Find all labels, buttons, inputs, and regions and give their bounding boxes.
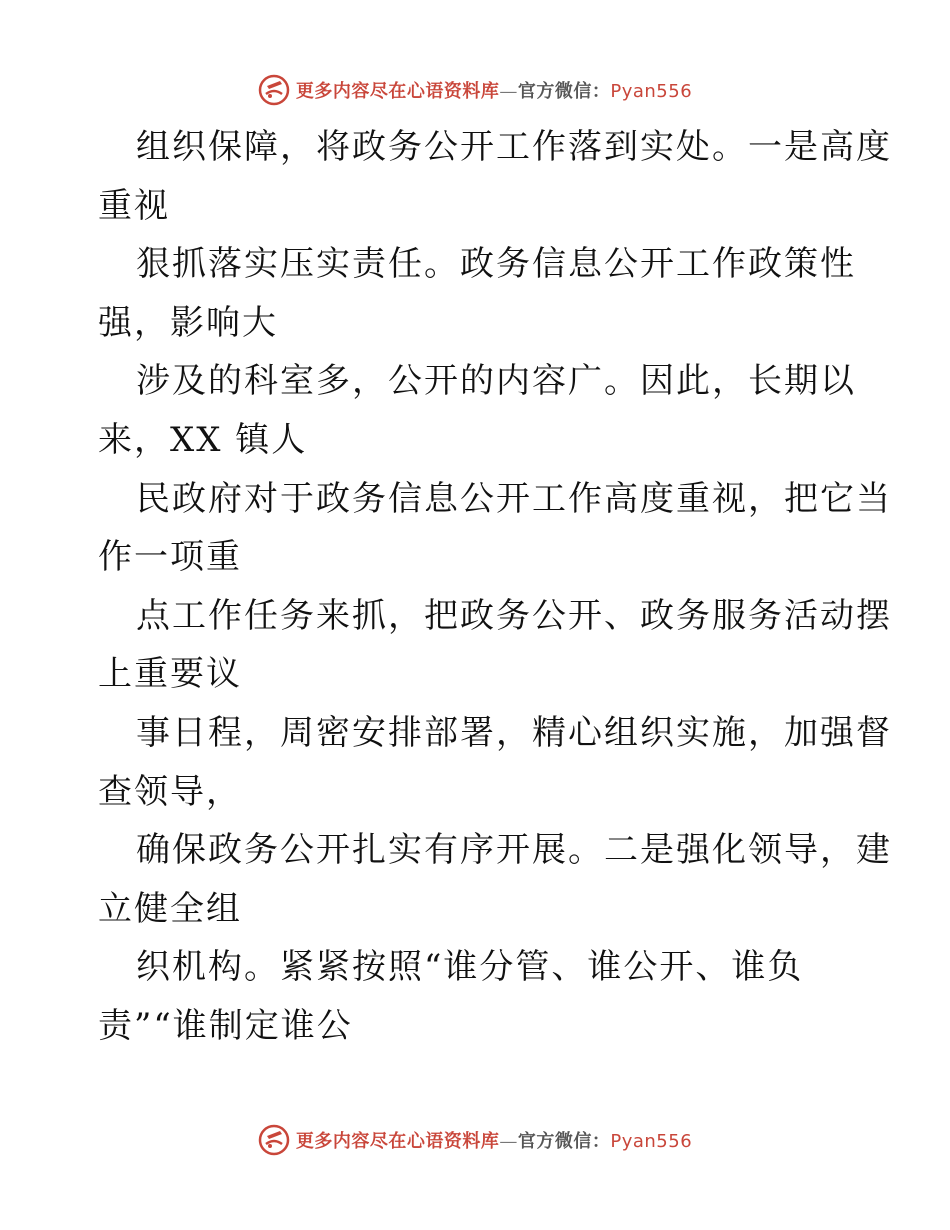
body-line: 点工作任务来抓，把政务公开、政务服务活动摆: [136, 595, 892, 636]
body-line: 作一项重: [98, 537, 242, 578]
body-line: 强，影响大: [98, 302, 278, 343]
watermark-brand: 更多内容尽在心语资料库: [295, 1131, 500, 1152]
document-body: [98, 118, 892, 1056]
body-line: 事日程，周密安排部署，精心组织实施，加强督: [136, 712, 892, 753]
header-watermark: [0, 70, 950, 110]
body-line: 查领导，: [98, 771, 242, 812]
watermark-group: [258, 1124, 692, 1156]
watermark-wechat-id: Pyan556: [610, 1131, 693, 1152]
watermark-separator: —: [499, 81, 518, 102]
body-line: 涉及的科室多，公开的内容广。因此，长期以: [136, 361, 856, 402]
watermark-text: [296, 77, 692, 103]
watermark-text: [296, 1127, 692, 1153]
footer-watermark: [0, 1120, 950, 1160]
watermark-separator: —: [499, 1131, 518, 1152]
body-line: 组织保障，将政务公开工作落到实处。一是高度: [136, 127, 892, 167]
body-line: 民政府对于政务信息公开工作高度重视，把它当: [136, 478, 892, 519]
watermark-wechat-id: Pyan556: [610, 81, 693, 102]
book-pen-logo-icon: [258, 74, 290, 106]
body-line: 立健全组: [98, 888, 242, 929]
body-line: 狠抓落实压实责任。政务信息公开工作政策性: [136, 244, 856, 285]
book-pen-logo-icon: [258, 1124, 290, 1156]
watermark-official-label: 官方微信：: [517, 81, 611, 102]
body-line: 织机构。紧紧按照“谁分管、谁公开、谁负: [136, 947, 804, 988]
body-line: 重视: [98, 185, 170, 226]
watermark-official-label: 官方微信：: [517, 1131, 611, 1152]
body-line: 责”“谁制定谁公: [98, 1005, 353, 1046]
watermark-brand: 更多内容尽在心语资料库: [295, 81, 500, 102]
watermark-group: [258, 74, 692, 106]
body-line: 确保政务公开扎实有序开展。二是强化领导，建: [136, 830, 892, 871]
body-line: 上重要议: [98, 654, 242, 695]
body-line: 来，XX 镇人: [98, 419, 308, 460]
